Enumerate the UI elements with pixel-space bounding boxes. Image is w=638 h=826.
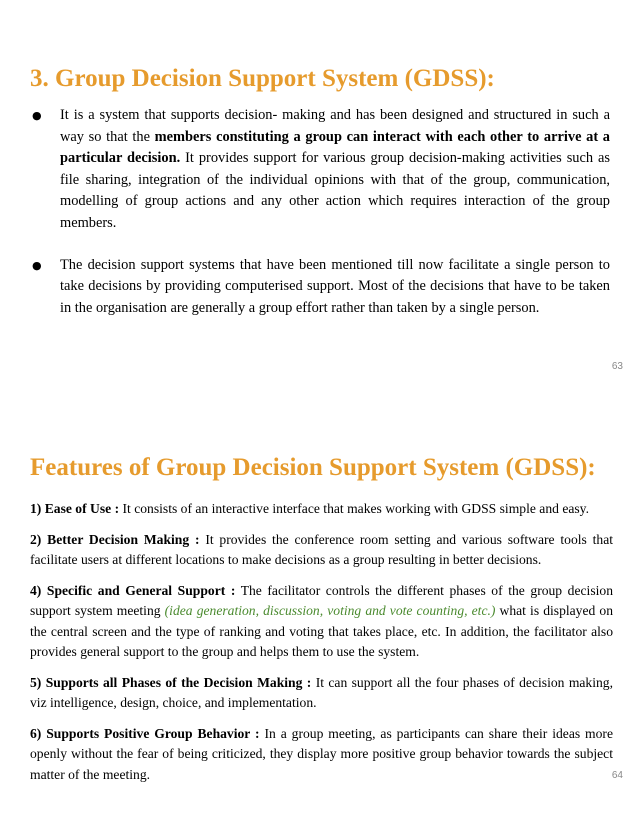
feature-label: 1) Ease of Use : [30, 501, 120, 516]
bullet-item [30, 255, 610, 320]
feature-supports-all-phases [30, 673, 613, 714]
section-heading-gdss: 3. Group Decision Support System (GDSS): [30, 65, 495, 92]
bullet-item [30, 105, 610, 235]
page-64 [0, 395, 638, 826]
feature-highlight-text: (idea generation, discussion, voting and vote counting, etc.) [164, 603, 496, 618]
bullet-list [30, 105, 610, 319]
feature-ease-of-use [30, 499, 613, 520]
page-number: 63 [611, 361, 623, 372]
bullet-bold-text: members constituting a group can interact with each other to arrive at a particular decision. [60, 128, 610, 167]
page-63 [0, 0, 638, 395]
feature-label: 4) Specific and General Support : [30, 582, 236, 598]
feature-text: In a group meeting, as participants can share their ideas more openly without the fear of being criticized, they display more positive group behavior towards the subject matter of the meeting. [30, 725, 613, 782]
feature-text: It provides the conference room setting and various software tools that facilitate users at different locations to make decisions as a group resulting in better decisions. [30, 531, 614, 567]
page-number: 64 [611, 770, 623, 781]
bullet-dot-icon: ● [32, 109, 42, 122]
bullet-dot-icon: ● [32, 258, 42, 272]
feature-label: 6) Supports Positive Group Behavior : [30, 725, 260, 741]
features-heading: Features of Group Decision Support System (GDSS): [30, 454, 596, 481]
feature-label: 5) Supports all Phases of the Decision Making : [30, 674, 312, 690]
features-list [30, 499, 613, 795]
feature-label: 2) Better Decision Making : [30, 531, 200, 547]
feature-text: The facilitator controls the different phases of the group decision support system meeting [30, 582, 613, 618]
bullet-text: It is a system that supports decision- making and has been designed and structured in such a way so that the [60, 107, 610, 145]
feature-specific-general-support [30, 581, 613, 663]
bullet-text: The decision support systems that have been mentioned till now facilitate a single person to take decisions by providing computerised support. Most of the decisions that have to be taken in the organisation are generally a group effort rather than taken by a single person. [60, 256, 610, 316]
bullet-text-continued: It provides support for various group decision-making activities such as file sharing, integration of the individual opinions with that of the group, communication, modelling of group actions and any other action which requires interaction of the group members. [60, 150, 610, 231]
feature-positive-group-behavior [30, 724, 613, 786]
feature-text-continued: what is displayed on the central screen and the type of ranking and voting that takes place, etc. In addition, the facilitator also provides general support to the group and helps them to use the system. [30, 603, 614, 659]
feature-better-decision-making [30, 530, 613, 571]
feature-text: It can support all the four phases of decision making, viz intelligence, design, choice, and implementation. [30, 674, 613, 710]
feature-text: It consists of an interactive interface that makes working with GDSS simple and easy. [119, 501, 589, 516]
